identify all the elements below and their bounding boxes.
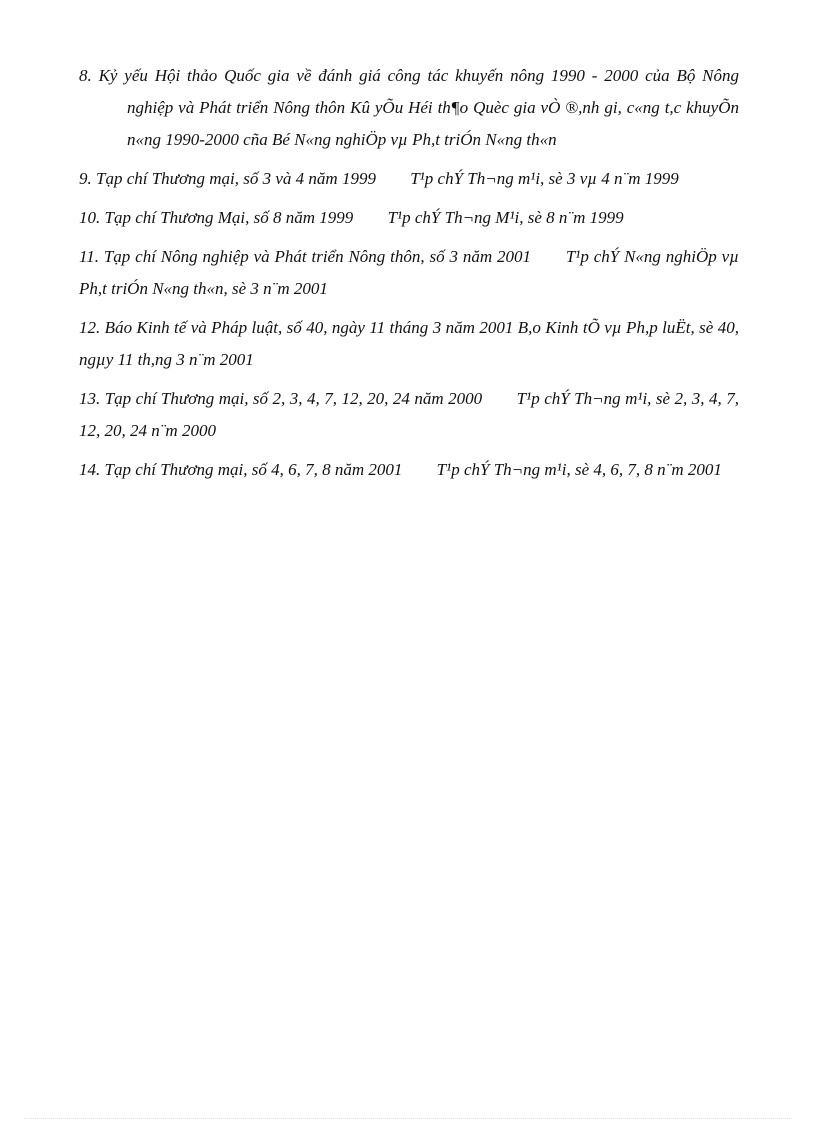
reference-text: 10. Tạp chí Thương Mại, số 8 năm 1999 xyxy=(79,208,354,227)
reference-garbled-text: T¹p chÝ Th¬ng m¹i, sè 4, 6, 7, 8 n¨m 2001 xyxy=(436,460,722,479)
reference-garbled-text: T¹p chÝ Th¬ng M¹i, sè 8 n¨m 1999 xyxy=(387,208,624,227)
reference-item xyxy=(79,383,739,447)
reference-text: 14. Tạp chí Thương mại, số 4, 6, 7, 8 năm 2001 xyxy=(79,460,403,479)
reference-item xyxy=(79,163,739,195)
reference-text: 9. Tạp chí Thương mại, số 3 và 4 năm 1999 xyxy=(79,169,376,188)
reference-text: 11. Tạp chí Nông nghiệp và Phát triển Nông thôn, số 3 năm 2001 xyxy=(79,247,531,266)
page-bottom-border xyxy=(24,1118,792,1119)
reference-item xyxy=(79,454,739,486)
reference-garbled-text: B,o Kinh tÕ vµ Ph,p luËt, sè 40, ngµy 11 th,ng 3 n¨m 2001 xyxy=(79,318,739,369)
reference-garbled-text: T¹p chÝ Th¬ng m¹i, sè 2, 3, 4, 7, 12, 20, 24 n¨m 2000 xyxy=(79,389,739,440)
reference-garbled-text: T¹p chÝ N«ng nghiÖp vµ Ph,t triÓn N«ng th«n, sè 3 n¨m 2001 xyxy=(79,247,739,298)
reference-garbled-text: Kû yÕu Héi th¶o Quèc gia vÒ ®,nh gi, c«ng t,c khuyÕn n«ng 1990-2000 cña Bé N«ng nghiÖp vµ Ph,t triÓn N«ng th«n xyxy=(127,98,740,149)
reference-text: 8. Kỷ yếu Hội thảo Quốc gia về đánh giá công tác khuyến nông 1990 - 2000 của Bộ Nông nghiệp và Phát triển Nông thôn xyxy=(79,66,739,117)
reference-garbled-text: T¹p chÝ Th¬ng m¹i, sè 3 vµ 4 n¨m 1999 xyxy=(410,169,679,188)
reference-item xyxy=(79,202,739,234)
reference-list xyxy=(79,60,739,493)
reference-item xyxy=(79,241,739,305)
reference-item xyxy=(79,60,739,156)
reference-text: 13. Tạp chí Thương mại, số 2, 3, 4, 7, 12, 20, 24 năm 2000 xyxy=(79,389,483,408)
reference-item xyxy=(79,312,739,376)
reference-text: 12. Báo Kinh tế và Pháp luật, số 40, ngày 11 tháng 3 năm 2001 xyxy=(79,318,514,337)
